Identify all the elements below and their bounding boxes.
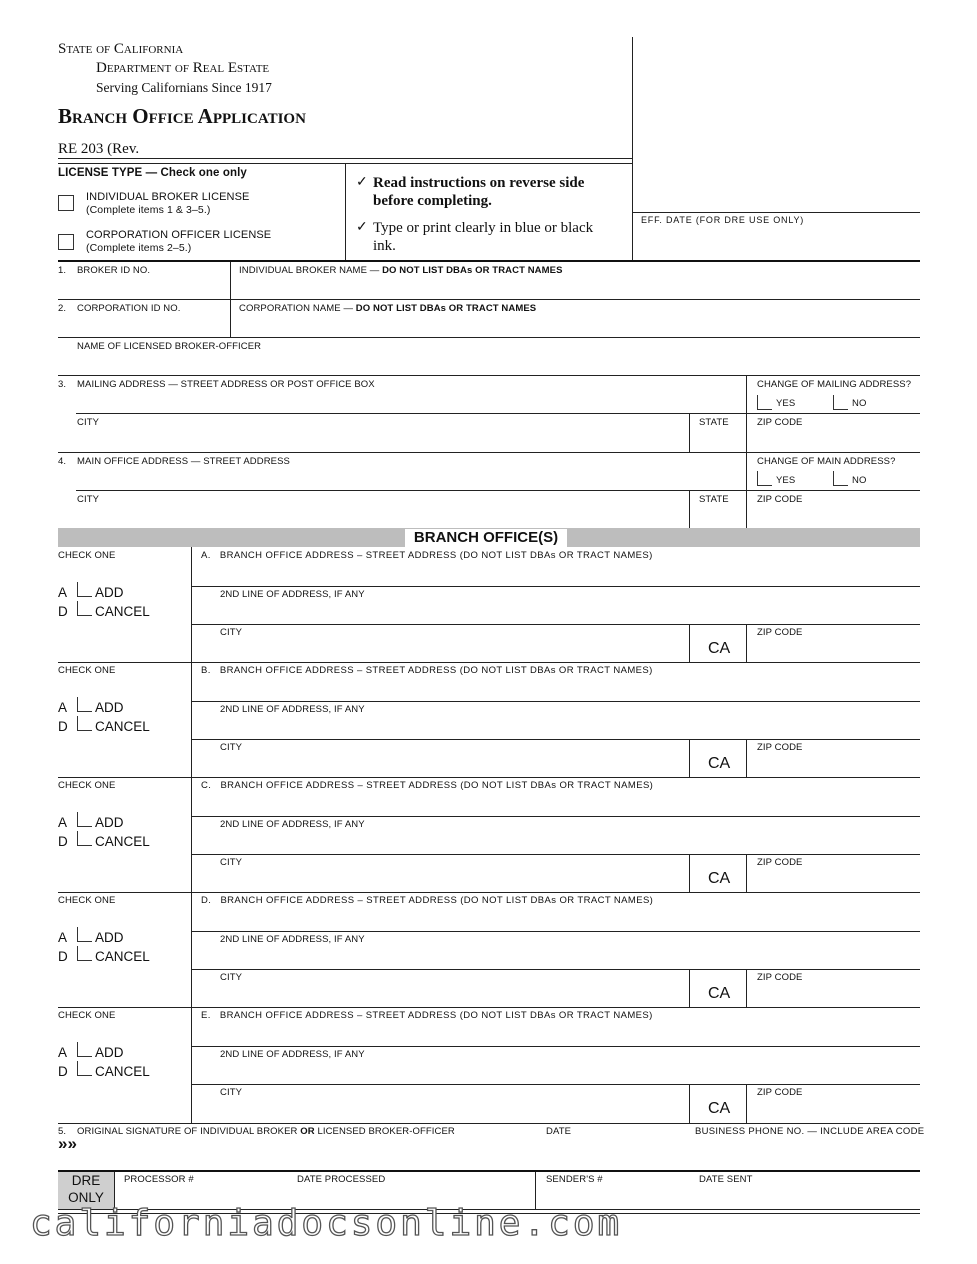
branch-letter: D. [201,895,212,906]
branch-add-checkbox[interactable] [77,582,92,597]
broker-id-field[interactable] [58,277,228,298]
cancel-letter: D [58,719,68,734]
cancel-label: CANCEL [95,834,150,849]
cancel-letter: D [58,949,68,964]
corporation-name-label [239,303,536,314]
branch-street-label-text: BRANCH OFFICE ADDRESS – STREET ADDRESS [220,895,461,906]
mailing-zip-label: ZIP CODE [757,417,803,428]
form-title: Branch Office Application [58,104,306,128]
main-zip-field[interactable] [750,506,918,527]
branch-letter: B. [201,665,211,676]
branch-line2-label: 2ND LINE OF ADDRESS, IF ANY [220,589,365,600]
branch-cancel-checkbox[interactable] [77,1061,92,1076]
branch-street-note: (DO NOT LIST DBAs OR TRACT NAMES) [459,665,653,676]
branch-add-checkbox[interactable] [77,927,92,942]
branch-street-field[interactable] [198,907,918,928]
department-heading: Department of Real Estate [96,60,270,76]
add-label: ADD [95,1045,124,1060]
signature-date-label: DATE [546,1126,572,1137]
mailing-zip-field[interactable] [750,429,918,450]
individual-license-label: INDIVIDUAL BROKER LICENSE [86,191,250,203]
branch-state-value: CA [708,640,731,657]
change-mailing-address-label: CHANGE OF MAILING ADDRESS? [757,379,912,390]
branch-letter: E. [201,1010,211,1021]
change-main-address-label: CHANGE OF MAIN ADDRESS? [757,456,896,467]
branch-line2-label: 2ND LINE OF ADDRESS, IF ANY [220,704,365,715]
check-one-label: CHECK ONE [58,665,116,676]
branch-street-label-text: BRANCH OFFICE ADDRESS – STREET ADDRESS [219,1010,460,1021]
broker-id-label: BROKER ID NO. [77,265,151,276]
branch-street-label-text: BRANCH OFFICE ADDRESS – STREET ADDRESS [219,665,460,676]
branch-line2-label: 2ND LINE OF ADDRESS, IF ANY [220,934,365,945]
no-label: NO [852,475,867,486]
branch-state-value: CA [708,870,731,887]
add-label: ADD [95,930,124,945]
item-4-number: 4. [58,456,67,467]
check-mark-icon: ✓ [356,175,368,190]
mailing-state-label: STATE [699,417,729,428]
branch-city-label: CITY [220,742,243,753]
senders-number-label: SENDER'S # [546,1174,603,1185]
branch-street-label-text: BRANCH OFFICE ADDRESS – STREET ADDRESS [219,550,460,561]
branch-street-note: (DO NOT LIST DBAs OR TRACT NAMES) [459,1010,653,1021]
branch-line2-field[interactable] [218,716,918,737]
cancel-letter: D [58,604,68,619]
branch-line2-field[interactable] [218,1061,918,1082]
state-heading: State of California [58,41,184,57]
branch-cancel-checkbox[interactable] [77,601,92,616]
dre-only-label [58,1172,114,1206]
branch-zip-field[interactable] [750,1099,918,1120]
corporation-name-label-text: CORPORATION NAME — [239,303,356,314]
main-city-field[interactable] [76,506,688,527]
item-2-number: 2. [58,303,67,314]
branch-street-note: (DO NOT LIST DBAs OR TRACT NAMES) [460,780,654,791]
individual-broker-name-field[interactable] [238,277,918,298]
individual-license-note: (Complete items 1 & 3–5.) [86,204,211,216]
branch-add-checkbox[interactable] [77,812,92,827]
broker-officer-name-field[interactable] [76,353,918,374]
mailing-city-label: CITY [77,417,100,428]
branch-city-label: CITY [220,972,243,983]
branch-line2-field[interactable] [218,601,918,622]
instruction-1-line-2: before completing. [373,193,492,209]
branch-zip-label: ZIP CODE [757,742,803,753]
cancel-label: CANCEL [95,1064,150,1079]
item-3-number: 3. [58,379,67,390]
broker-officer-name-label: NAME OF LICENSED BROKER-OFFICER [77,341,262,352]
mailing-address-label: MAILING ADDRESS — STREET ADDRESS OR POST OFFICE BOX [77,379,375,390]
add-label: ADD [95,700,124,715]
dre-label: DRE [71,1173,101,1188]
date-sent-label: DATE SENT [699,1174,753,1185]
corporation-name-field[interactable] [238,315,918,336]
signature-label [77,1126,455,1137]
check-one-label: CHECK ONE [58,1010,116,1021]
business-phone-field[interactable] [694,1138,918,1164]
main-office-address-field[interactable] [76,468,744,489]
only-label: ONLY [68,1190,104,1205]
branch-state-value: CA [708,1100,731,1117]
branch-add-checkbox[interactable] [77,1042,92,1057]
business-phone-label: BUSINESS PHONE NO. — INCLUDE AREA CODE [695,1126,925,1137]
branch-city-label: CITY [220,627,243,638]
branch-city-field[interactable] [218,639,688,660]
mailing-state-field[interactable] [692,429,744,450]
branch-zip-label: ZIP CODE [757,857,803,868]
add-letter: A [58,585,68,600]
branch-zip-field[interactable] [750,984,918,1005]
branch-office-heading: BRANCH OFFICE(S) [405,529,567,547]
broker-name-label-text: INDIVIDUAL BROKER NAME — [239,265,383,276]
item-1-number: 1. [58,265,67,276]
change-mailing-no-checkbox[interactable] [833,395,848,410]
add-label: ADD [95,585,124,600]
cancel-label: CANCEL [95,604,150,619]
signature-label-or: OR [300,1126,315,1137]
branch-street-field[interactable] [198,792,918,813]
branch-zip-field[interactable] [750,639,918,660]
branch-line2-field[interactable] [218,831,918,852]
item-5-number: 5. [58,1126,67,1137]
branch-city-label: CITY [220,857,243,868]
branch-letter: A. [201,550,211,561]
branch-street-field[interactable] [198,1022,918,1043]
watermark: californiadocsonline.com [30,1203,623,1244]
branch-state-value: CA [708,985,731,1002]
branch-zip-field[interactable] [750,754,918,775]
license-type-heading: LICENSE TYPE — Check one only [58,167,247,179]
check-mark-icon: ✓ [356,220,368,235]
cancel-letter: D [58,1064,68,1079]
branch-cancel-checkbox[interactable] [77,716,92,731]
broker-name-note: DO NOT LIST DBAs OR TRACT NAMES [382,265,563,276]
branch-zip-label: ZIP CODE [757,627,803,638]
change-main-yes-checkbox[interactable] [757,471,772,486]
main-office-address-label: MAIN OFFICE ADDRESS — STREET ADDRESS [77,456,290,467]
branch-city-label: CITY [220,1087,243,1098]
yes-label: YES [776,398,796,409]
cancel-label: CANCEL [95,719,150,734]
branch-city-field[interactable] [218,869,688,890]
branch-city-field[interactable] [218,1099,688,1120]
branch-city-field[interactable] [218,984,688,1005]
corporation-id-label: CORPORATION ID NO. [77,303,181,314]
main-state-field[interactable] [692,506,744,527]
yes-label: YES [776,475,796,486]
check-one-label: CHECK ONE [58,895,116,906]
branch-city-field[interactable] [218,754,688,775]
check-one-label: CHECK ONE [58,780,116,791]
mailing-address-field[interactable] [76,391,744,412]
add-letter: A [58,1045,68,1060]
main-city-label: CITY [77,494,100,505]
branch-line2-label: 2ND LINE OF ADDRESS, IF ANY [220,1049,365,1060]
branch-zip-field[interactable] [750,869,918,890]
add-letter: A [58,815,68,830]
individual-broker-name-label [239,265,563,276]
signature-field[interactable] [80,1138,535,1164]
signature-date-field[interactable] [545,1138,685,1164]
add-label: ADD [95,815,124,830]
branch-line2-field[interactable] [218,946,918,967]
change-mailing-yes-checkbox[interactable] [757,395,772,410]
signature-label-a: ORIGINAL SIGNATURE OF INDIVIDUAL BROKER [77,1126,301,1137]
branch-street-label [201,665,653,676]
main-state-label: STATE [699,494,729,505]
branch-street-label-text: BRANCH OFFICE ADDRESS – STREET ADDRESS [220,780,461,791]
branch-letter: C. [201,780,212,791]
mailing-city-field[interactable] [76,429,688,450]
add-letter: A [58,700,68,715]
branch-street-field[interactable] [198,562,918,583]
branch-street-note: (DO NOT LIST DBAs OR TRACT NAMES) [459,550,653,561]
branch-cancel-checkbox[interactable] [77,831,92,846]
form-number: RE 203 (Rev. [58,141,140,157]
branch-street-label [201,1010,653,1021]
signature-label-b: LICENSED BROKER-OFFICER [314,1126,455,1137]
main-zip-label: ZIP CODE [757,494,803,505]
branch-street-field[interactable] [198,677,918,698]
eff-date-field[interactable] [640,226,918,260]
instruction-2-line-2: ink. [373,238,396,254]
branch-street-label [201,895,653,906]
individual-license-checkbox[interactable] [58,195,74,211]
tagline: Serving Californians Since 1917 [96,80,272,95]
branch-cancel-checkbox[interactable] [77,946,92,961]
date-processed-label: DATE PROCESSED [297,1174,386,1185]
corporation-name-note: DO NOT LIST DBAs OR TRACT NAMES [355,303,537,314]
processor-label: PROCESSOR # [124,1174,194,1185]
instruction-1-line-1: Read instructions on reverse side [373,175,585,191]
branch-street-label [201,780,653,791]
branch-zip-label: ZIP CODE [757,972,803,983]
corporation-license-checkbox[interactable] [58,234,74,250]
change-main-no-checkbox[interactable] [833,471,848,486]
branch-line2-label: 2ND LINE OF ADDRESS, IF ANY [220,819,365,830]
check-one-label: CHECK ONE [58,550,116,561]
corporation-id-field[interactable] [58,315,228,336]
add-letter: A [58,930,68,945]
no-label: NO [852,398,867,409]
branch-street-label [201,550,653,561]
branch-street-note: (DO NOT LIST DBAs OR TRACT NAMES) [460,895,654,906]
instruction-2-line-1: Type or print clearly in blue or black [373,220,594,236]
branch-add-checkbox[interactable] [77,697,92,712]
eff-date-label: EFF. DATE (FOR DRE USE ONLY) [641,215,805,225]
branch-zip-label: ZIP CODE [757,1087,803,1098]
corporation-license-note: (Complete items 2–5.) [86,242,192,254]
cancel-letter: D [58,834,68,849]
arrow-icon: »» [58,1134,77,1153]
branch-state-value: CA [708,755,731,772]
corporation-license-label: CORPORATION OFFICER LICENSE [86,229,272,241]
cancel-label: CANCEL [95,949,150,964]
